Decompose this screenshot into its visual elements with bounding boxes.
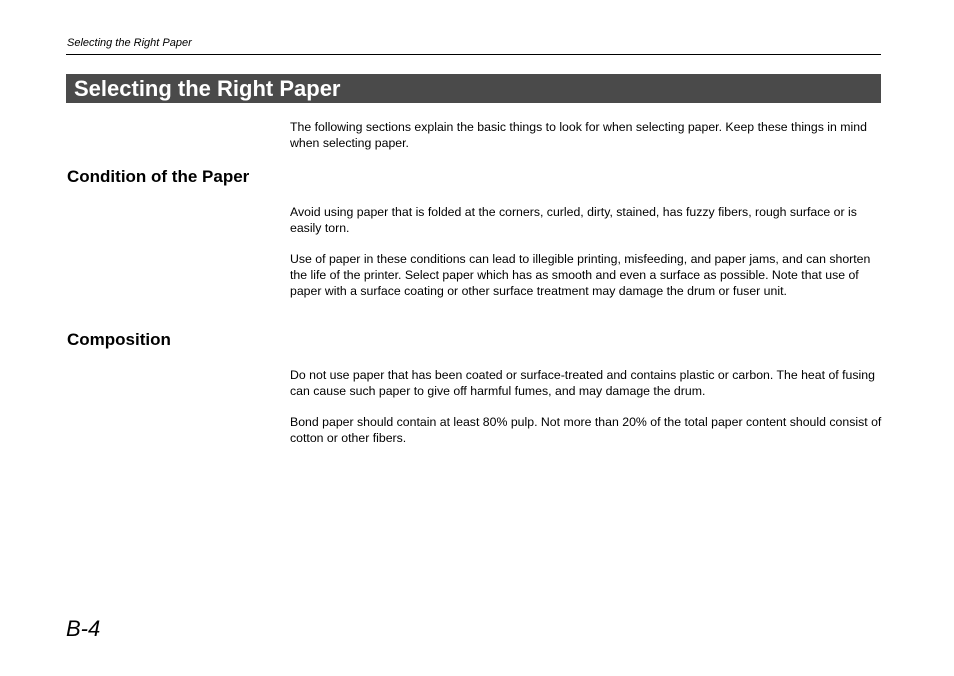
header-divider [66,54,881,55]
page-title: Selecting the Right Paper [74,76,341,101]
page-number: B-4 [66,616,101,641]
section-heading-composition: Composition [67,330,171,349]
composition-paragraph-2: Bond paper should contain at least 80% pulp. Not more than 20% of the total paper content should consist of cotton or other fibers. [290,415,882,445]
running-header: Selecting the Right Paper [67,37,192,49]
title-bar [66,74,881,103]
condition-paragraph-1: Avoid using paper that is folded at the corners, curled, dirty, stained, has fuzzy fibers, rough surface or is easily torn. [290,205,857,235]
condition-paragraph-2: Use of paper in these conditions can lead to illegible printing, misfeeding, and paper jams, and can shorten the life of the printer. Select paper which has as smooth and even a surface as possible. Note that use of paper with a surface coating or other surface treatment may damage the drum or fuser unit. [290,252,871,298]
composition-paragraph-1: Do not use paper that has been coated or surface-treated and contains plastic or carbon. The heat of fusing can cause such paper to give off harmful fumes, and may damage the drum. [290,368,875,398]
section-heading-condition: Condition of the Paper [67,167,250,186]
intro-paragraph: The following sections explain the basic things to look for when selecting paper. Keep these things in mind when selecting paper. [290,120,867,150]
